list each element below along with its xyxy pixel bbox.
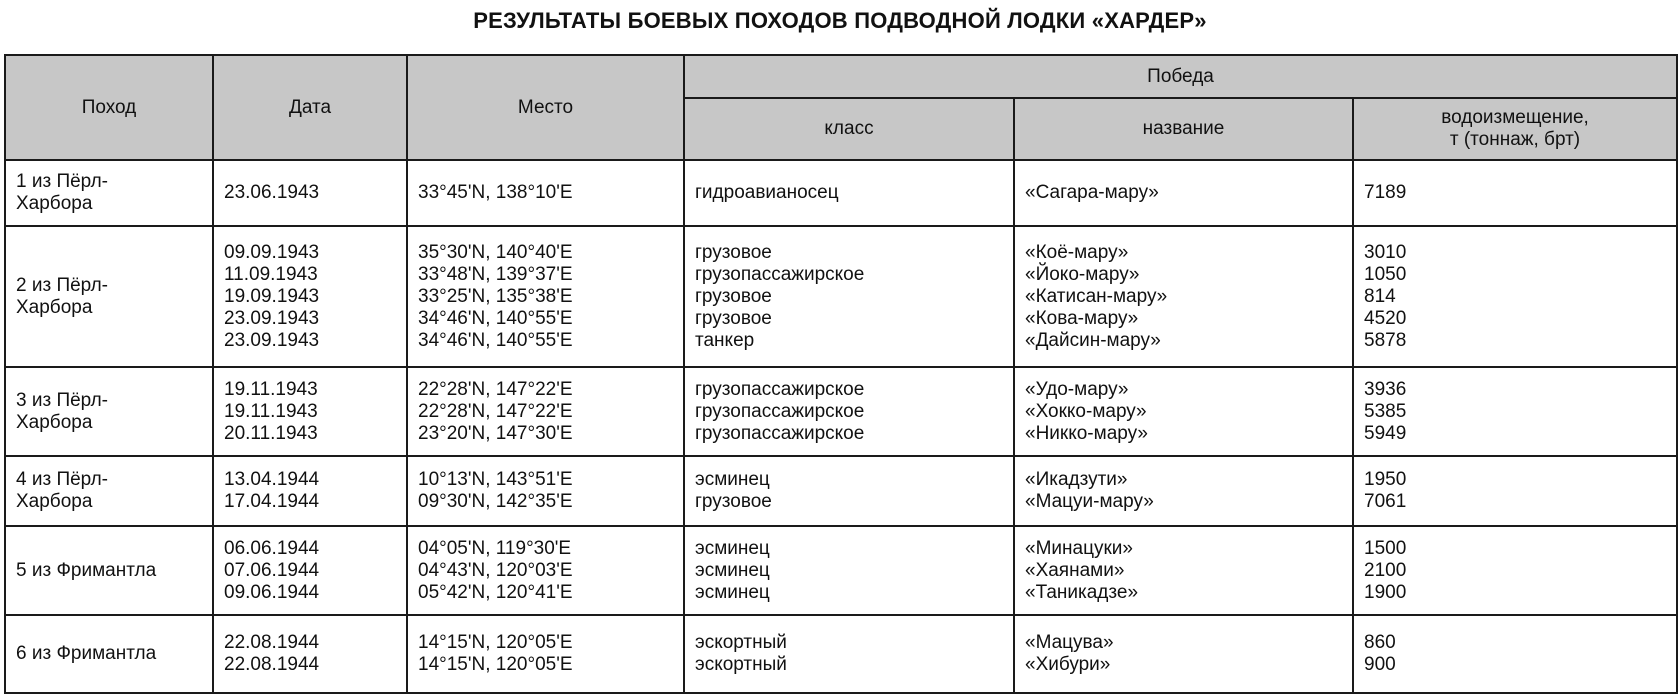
tonnage-cell: 1500 2100 1900: [1353, 526, 1677, 615]
date-cell: 09.09.1943 11.09.1943 19.09.1943 23.09.1943 23.09.1943: [213, 226, 407, 367]
class-cell: эсминец эсминец эсминец: [684, 526, 1014, 615]
header-date: Дата: [213, 55, 407, 160]
table-row: [5, 367, 1677, 456]
trip-cell: 4 из Пёрл- Харбора: [5, 456, 213, 526]
tonnage-cell: 7189: [1353, 160, 1677, 226]
ship-name-cell: «Мацува» «Хибури»: [1014, 615, 1353, 693]
ship-name-cell: «Коё-мару» «Йоко-мару» «Катисан-мару» «Кова-мару» «Дайсин-мару»: [1014, 226, 1353, 367]
ship-name-cell: «Удо-мару» «Хокко-мару» «Никко-мару»: [1014, 367, 1353, 456]
class-cell: эскортный эскортный: [684, 615, 1014, 693]
trip-cell: 5 из Фримантла: [5, 526, 213, 615]
header-victory: Победа: [684, 55, 1677, 98]
place-cell: 10°13'N, 143°51'E 09°30'N, 142°35'E: [407, 456, 684, 526]
place-cell: 14°15'N, 120°05'E 14°15'N, 120°05'E: [407, 615, 684, 693]
date-cell: 22.08.1944 22.08.1944: [213, 615, 407, 693]
tonnage-cell: 3936 5385 5949: [1353, 367, 1677, 456]
tonnage-cell: 1950 7061: [1353, 456, 1677, 526]
place-cell: 22°28'N, 147°22'E 22°28'N, 147°22'E 23°20'N, 147°30'E: [407, 367, 684, 456]
page-title: РЕЗУЛЬТАТЫ БОЕВЫХ ПОХОДОВ ПОДВОДНОЙ ЛОДКИ «ХАРДЕР»: [473, 8, 1207, 33]
place-cell: 35°30'N, 140°40'E 33°48'N, 139°37'E 33°25'N, 135°38'E 34°46'N, 140°55'E 34°46'N, 140°55'E: [407, 226, 684, 367]
header-trip: Поход: [5, 55, 213, 160]
header-place: Место: [407, 55, 684, 160]
class-cell: грузопассажирское грузопассажирское грузопассажирское: [684, 367, 1014, 456]
table-row: [5, 615, 1677, 693]
date-cell: 13.04.1944 17.04.1944: [213, 456, 407, 526]
table-row: [5, 226, 1677, 367]
date-cell: 06.06.1944 07.06.1944 09.06.1944: [213, 526, 407, 615]
results-table: [4, 54, 1678, 694]
header-tonnage: водоизмещение, т (тоннаж, брт): [1353, 98, 1677, 160]
trip-cell: 6 из Фримантла: [5, 615, 213, 693]
tonnage-cell: 860 900: [1353, 615, 1677, 693]
ship-name-cell: «Сагара-мару»: [1014, 160, 1353, 226]
trip-cell: 3 из Пёрл- Харбора: [5, 367, 213, 456]
table-row: [5, 160, 1677, 226]
trip-cell: 1 из Пёрл- Харбора: [5, 160, 213, 226]
ship-name-cell: «Икадзути» «Мацуи-мару»: [1014, 456, 1353, 526]
date-cell: 23.06.1943: [213, 160, 407, 226]
trip-cell: 2 из Пёрл- Харбора: [5, 226, 213, 367]
header-class: класс: [684, 98, 1014, 160]
class-cell: грузовое грузопассажирское грузовое грузовое танкер: [684, 226, 1014, 367]
ship-name-cell: «Минацуки» «Хаянами» «Таникадзе»: [1014, 526, 1353, 615]
class-cell: гидроавианосец: [684, 160, 1014, 226]
place-cell: 04°05'N, 119°30'E 04°43'N, 120°03'E 05°42'N, 120°41'E: [407, 526, 684, 615]
date-cell: 19.11.1943 19.11.1943 20.11.1943: [213, 367, 407, 456]
table-row: [5, 526, 1677, 615]
table-row: [5, 456, 1677, 526]
class-cell: эсминец грузовое: [684, 456, 1014, 526]
place-cell: 33°45'N, 138°10'E: [407, 160, 684, 226]
header-name: название: [1014, 98, 1353, 160]
tonnage-cell: 3010 1050 814 4520 5878: [1353, 226, 1677, 367]
